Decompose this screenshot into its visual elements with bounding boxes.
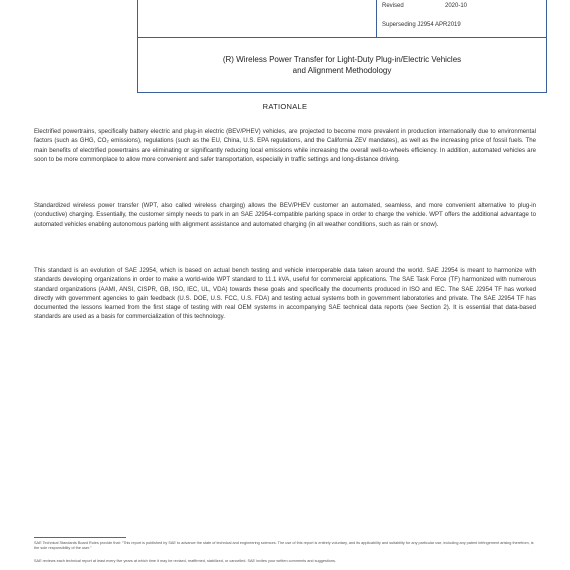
footnote-rule bbox=[34, 537, 126, 538]
header-meta-row bbox=[138, 0, 546, 38]
revised-label: Revised bbox=[382, 3, 404, 9]
superseding-note: Superseding J2954 APR2019 bbox=[382, 22, 461, 28]
header-box bbox=[137, 0, 547, 93]
document-title bbox=[138, 37, 546, 93]
title-line-1: (R) Wireless Power Transfer for Light-Duty Plug-in/Electric Vehicles bbox=[222, 55, 462, 64]
paragraph-3: This standard is an evolution of SAE J2954, which is based on actual bench testing and vehicle interoperable data taken around the world. SAE J2954 is meant to harmonize with standards developing organizations in order to make a world-wide WPT standard to 11.1 kVA, useful for commercial applications. The SAE Task Force (TF) harmonized with numerous standard organizations (AAMI, ANSI, CISPR, GB, ISO, IEC, UL, VDA) towards these goals and specifically the documents produced in ISO and IEC. The SAE J2954 TF has worked directly with government agencies to gain feedback (U.S. DOE, U.S. FCC, U.S. FDA) and testing actual systems both in government laboratories and private. The SAE J2954 TF has documented the lessons learned from the first stage of testing with real OEM systems in accompanying SAE technical data reports (see Section 2). It is essential that data-based standards are used as a basis for commercialization of this technology. bbox=[34, 267, 536, 321]
footnote-disclaimer: SAE Technical Standards Board Rules provide that: “This report is published by SAE to advance the state of technical and engineering sciences. The use of this report is entirely voluntary, and its applicability and suitability for any particular use, including any patent infringement arising therefrom, is the sole responsibility of the user.” bbox=[34, 541, 534, 550]
paragraph-2: Standardized wireless power transfer (WPT, also called wireless charging) allows the BEV/PHEV customer an automated, seamless, and more convenient alternative to plug-in (conductive) charging. Essentially, the customer simply needs to park in an SAE J2954-compatible parking space in order to charge the vehicle. WPT offers the additional advantage to automated vehicles enabling autonomous parking with alignment assistance and automated charging (in all weather conditions, such as rain or snow). bbox=[34, 202, 536, 228]
paragraph-1: Electrified powertrains, specifically battery electric and plug-in electric (BEV/PHEV) vehicles, are projected to become more prevalent in production internationally due to environmental factors (such as GHG, CO₂ emissions), regulations (such as the EU, China, U.S. EPA regulations, and the California ZEV mandates), as well as the increasing price of fossil fuels. The main benefits of electrified powertrains are eliminating or significantly reducing local emissions while increasing the overall well-to-wheels efficiency. In addition, automated vehicles are soon to be more commonplace to allow more convenient and safer transportation, especially in traffic settings and long-distance driving. bbox=[34, 128, 536, 163]
title-line-2: and Alignment Methodology bbox=[292, 66, 392, 75]
header-divider bbox=[376, 0, 377, 37]
revised-date: 2020-10 bbox=[445, 3, 468, 9]
footnote-review: SAE reviews each technical report at least every five years at which time it may be revised, reaffirmed, stabilized, or cancelled. SAE invites your written comments and suggestions. bbox=[34, 559, 336, 563]
section-heading: RATIONALE bbox=[262, 102, 308, 111]
